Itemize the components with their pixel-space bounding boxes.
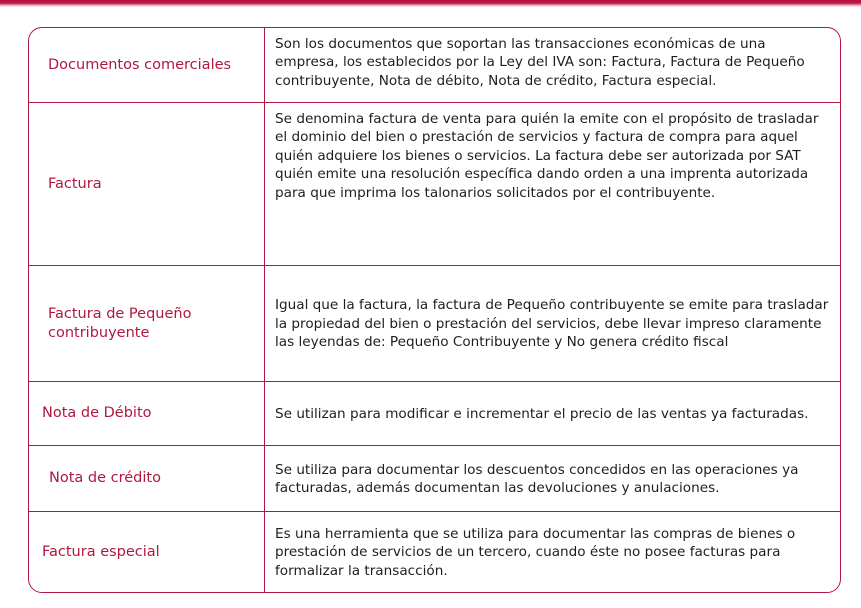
definition-text: Son los documentos que soportan las transacciones económicas de una empresa, los establecidos por la Ley del IVA son: Factura, Factura de Pequeño contribuyente, Nota de débito, Nota de crédito, Factura especial.: [275, 36, 805, 89]
definitions-table: [28, 27, 841, 593]
definition-cell: [265, 382, 840, 445]
definition-cell: [265, 446, 840, 511]
definition-cell: [265, 103, 840, 265]
definition-text: Se utilizan para modificar e incrementar el precio de las ventas ya facturadas.: [275, 405, 809, 422]
definition-text: Es una herramienta que se utiliza para documentar las compras de bienes o prestación de servicios de un tercero, cuando éste no posee facturas para formalizar la transacción.: [275, 525, 796, 579]
table-row: [29, 28, 840, 103]
table-row: [29, 382, 840, 446]
top-accent-bar: [0, 0, 861, 7]
definition-text: Igual que la factura, la factura de Pequeño contribuyente se emite para trasladar la propiedad del bien o prestación del servicios, debe llevar impreso claramente las leyendas de: Pequeño Contribuyente y No genera crédito fiscal: [275, 297, 829, 351]
definition-cell: [265, 512, 840, 592]
table-row: [29, 266, 840, 382]
table-row: [29, 512, 840, 592]
term-cell: Nota de Débito: [29, 382, 265, 445]
definition-text: Se denomina factura de venta para quién la emite con el propósito de trasladar el dominio del bien o prestación de servicios y factura de compra para aquel quién adquiere los bienes o servicios. La factura debe ser autorizada por SAT quién emite una resolución específica dando orden a una imprenta autorizada para que imprima los talonarios solicitados por el contribuyente.: [275, 111, 819, 201]
definition-cell: [265, 28, 840, 102]
table-row: [29, 446, 840, 512]
term-cell: Documentos comerciales: [29, 28, 265, 102]
term-cell: Factura de Pequeño contribuyente: [29, 266, 265, 381]
definition-cell: [265, 266, 840, 381]
term-cell: Factura especial: [29, 512, 265, 592]
term-cell: Nota de crédito: [29, 446, 265, 511]
table-row: [29, 103, 840, 266]
term-cell: Factura: [29, 103, 265, 265]
definition-text: Se utiliza para documentar los descuentos concedidos en las operaciones ya facturadas, además documentan las devoluciones y anulaciones.: [275, 461, 799, 496]
